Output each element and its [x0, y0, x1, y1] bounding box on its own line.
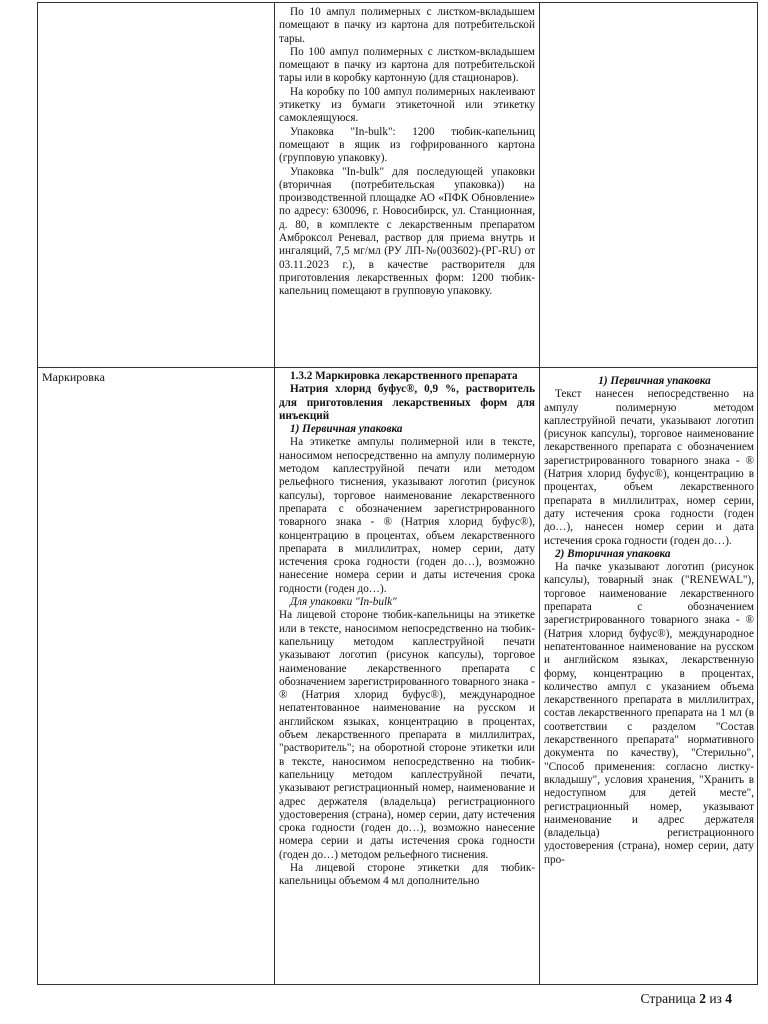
paragraph: На этикетке ампулы полимерной или в тексте, наносимом непосредственно на ампулу полимерную методом каплеструйной печати или методом рельефного тиснения, указывают логотип (рисунок капсулы), торговое наименование лекарственного препарата с обозначением зарегистрированного товарного знака - ® (Натрия хлорид буфус®), концентрацию в процентах, объем лекарственного препарата в миллилитрах, номер серии, дату истечения срока годности (годен до…), возможно нанесение номера серии и даты истечения срока годности (годен до…). — [279, 436, 535, 595]
paragraph: По 10 ампул полимерных с листком-вкладышем помещают в пачку из картона для потребительской тары. — [279, 6, 535, 45]
subheading-in-bulk: Для упаковки "In-bulk" — [290, 596, 397, 609]
paragraph: Упаковка "In-bulk": 1200 тюбик-капельниц помещают в ящик из гофрированного картона (групповую упаковку). — [279, 125, 535, 165]
paragraph: На лицевой стороне этикетки для тюбик-капельницы объемом 4 мл дополнительно — [279, 861, 535, 888]
document-table — [37, 2, 758, 985]
column-divider — [274, 3, 275, 984]
page-counter — [641, 991, 733, 1007]
product-heading: Натрия хлорид буфус®, 0,9 %, растворитель для приготовления лекарственных форм для инъекций — [279, 383, 535, 422]
page-sep: из — [709, 991, 722, 1006]
paragraph: По 100 ампул полимерных с листком-вкладышем помещают в пачку из картона для потребительской тары или в коробку картонную (для стационаров). — [279, 45, 535, 85]
row1-content-cell — [279, 6, 535, 365]
page-prefix: Страница — [640, 991, 696, 1006]
paragraph: На пачке указывают логотип (рисунок капсулы), товарный знак ("RENEWAL"), торговое наименование лекарственного препарата с обозначением зарегистрированного товарного знака - ® (Натрия хлорид буфус®), международное непатентованное наименование на русском и английском языках, лекарственную форму, концентрацию в процентах, количество ампул с указанием объема лекарственного препарата в миллилитрах, состав лекарственного препарата на 1 мл (в соответствии с разделом "Состав лекарственного препарата" нормативного документа по качеству), "Стерильно", "Способ применения: согласно листку-вкладышу", условия хранения, "Хранить в недоступном для детей месте", регистрационный номер, указывают наименование и адрес держателя (владельца) регистрационного удостоверения (страна), номер серии, дату про- — [544, 561, 754, 866]
subheading-primary-packaging: 1) Первичная упаковка — [598, 375, 711, 387]
column-divider — [539, 3, 540, 984]
row-label: Маркировка — [42, 370, 105, 384]
page-current: 2 — [699, 991, 706, 1006]
paragraph: Упаковка "In-bulk" для последующей упаковки (вторичная (потребительская упаковка)) на производственной площадке АО «ПФК Обновление» по адресу: 630096, г. Новосибирск, ул. Станционная, д. 80, в комплекте с лекарственным препаратом Амброксол Реневал, раствор для приема внутрь и ингаляций, 7,5 мг/мл (РУ ЛП-№(003602)-(РГ-RU) от 03.11.2023 г.), в качестве растворителя для приготовления лекарственных форм: 1200 тюбик-капельниц помещают в групповую упаковку. — [279, 165, 535, 298]
row2-label-cell — [42, 370, 268, 984]
row2-content-cell — [279, 370, 535, 984]
subheading-secondary-packaging: 2) Вторичная упаковка — [555, 547, 671, 560]
paragraph: Текст нанесен непосредственно на ампулу полимерную методом каплеструйной печати, указывают логотип (рисунок капсулы), торговое наименование лекарственного препарата с обозначением зарегистрированного товарного знака - ® (Натрия хлорид буфус®), концентрацию в процентах, объем лекарственного препарата в миллилитрах, номер серии, дату истечения срока годности (годен до…), нанесен номер серии и дата истечения срока годности (годен до…). — [544, 388, 754, 547]
row2-notes-cell — [544, 370, 754, 984]
page-total: 4 — [725, 991, 732, 1006]
row1-label-cell — [42, 6, 268, 365]
paragraph: На лицевой стороне тюбик-капельницы на этикетке или в тексте, наносимом непосредственно на тюбик-капельницу методом каплеструйной печати указывают логотип (рисунок капсулы), торговое наименование лекарственного препарата с обозначением зарегистрированного товарного знака - ® (Натрия хлорид буфус®), международное непатентованное наименование на русском и английском языках, концентрацию в процентах, объем лекарственного препарата в миллилитрах, "растворитель"; на оборотной стороне этикетки или в тексте, наносимом непосредственно на тюбик-капельницу методом каплеструйной печати, указывают регистрационный номер, наименование и адрес держателя (владельца) регистрационного удостоверения (страна), номер серии, дату истечения срока годности (годен до…), возможно нанесение номера серии и даты истечения срока годности (годен до…) методом рельефного тиснения. — [279, 609, 535, 861]
row-divider — [38, 367, 757, 368]
subheading-primary-packaging: 1) Первичная упаковка — [290, 423, 403, 436]
row1-notes-cell — [544, 6, 754, 365]
paragraph: На коробку по 100 ампул полимерных наклеивают этикетку из бумаги этикеточной или этикетку самоклеящуюся. — [279, 85, 535, 125]
section-heading: 1.3.2 Маркировка лекарственного препарата — [290, 370, 518, 382]
